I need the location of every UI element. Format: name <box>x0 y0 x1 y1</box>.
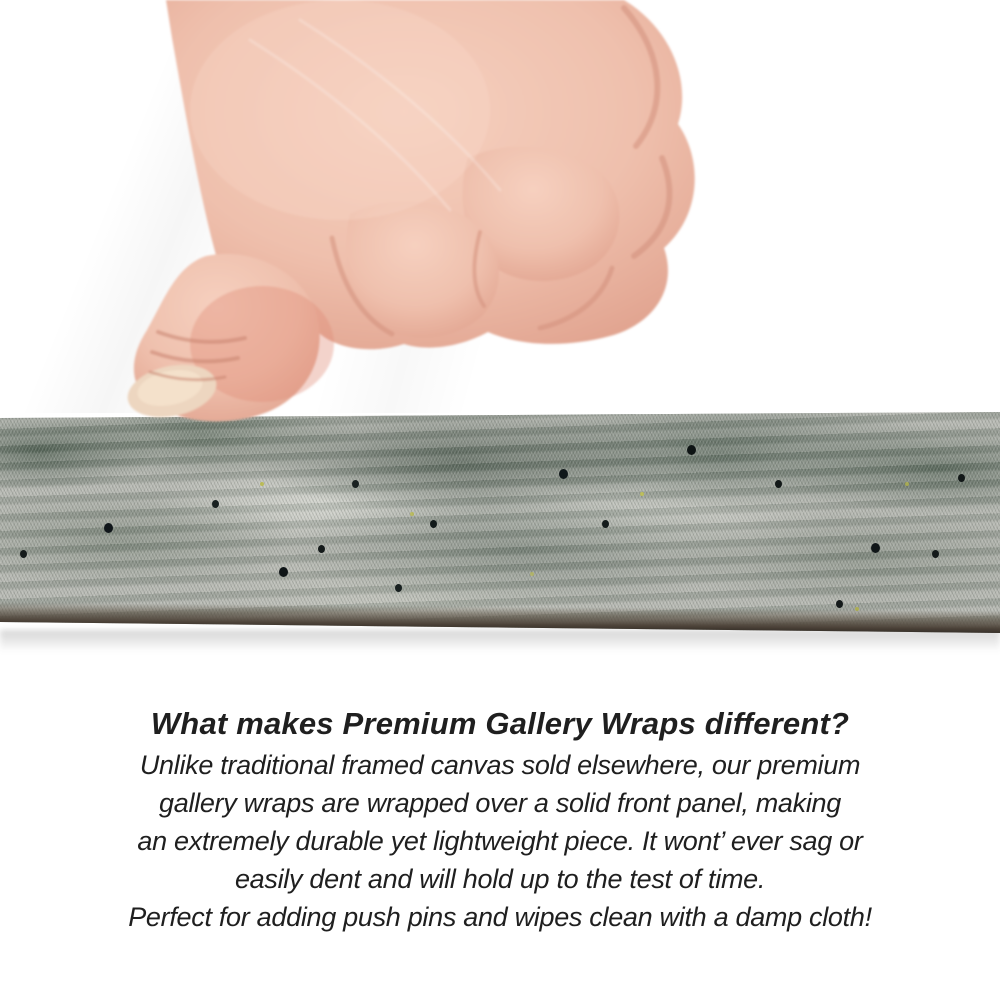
hand-highlight <box>190 0 490 220</box>
product-info-line-2: gallery wraps are wrapped over a solid front panel, making <box>159 788 841 818</box>
product-info-heading: What makes Premium Gallery Wraps different? <box>150 706 850 741</box>
product-description <box>0 702 1000 936</box>
canvas-drop-shadow <box>0 630 1000 652</box>
product-info-line-5: Perfect for adding push pins and wipes clean with a damp cloth! <box>128 902 872 932</box>
product-info-line-3: an extremely durable yet lightweight piece. It wont’ ever sag or <box>137 826 863 856</box>
product-info-line-1: Unlike traditional framed canvas sold elsewhere, our premium <box>139 750 861 780</box>
hand-pressing-canvas-photo <box>0 0 1000 430</box>
canvas-wrap-edge-strip <box>0 412 1000 633</box>
product-info-line-4: easily dent and will hold up to the test of time. <box>234 864 766 894</box>
